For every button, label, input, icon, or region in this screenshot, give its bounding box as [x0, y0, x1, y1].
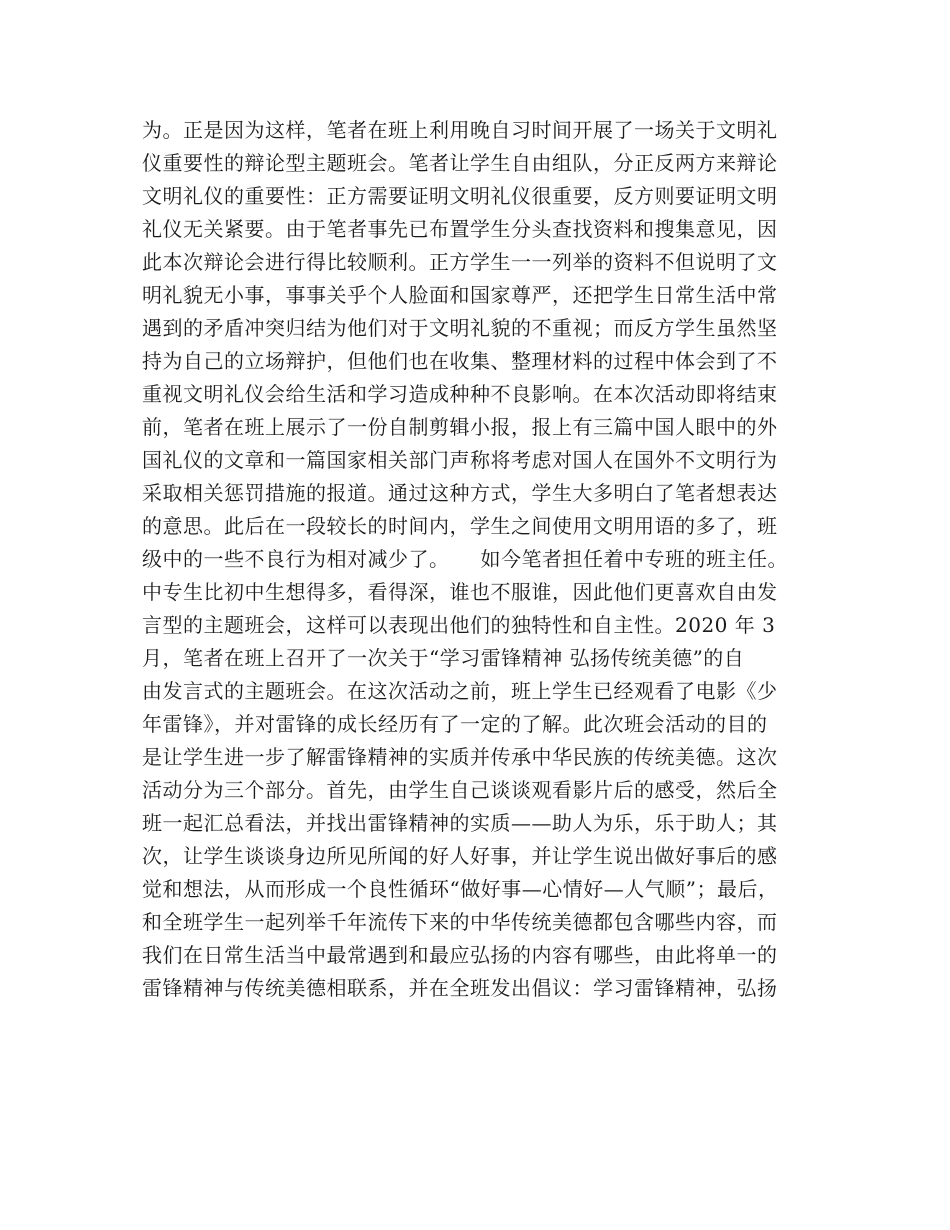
text-line-8: 持为自己的立场辩护，但他们也在收集、整理材料的过程中体会到了不 — [142, 349, 778, 373]
text-line-9: 重视文明礼仪会给生活和学习造成种种不良影响。在本次活动即将结束 — [142, 382, 778, 406]
text-line-2: 仪重要性的辩论型主题班会。笔者让学生自由组队，分正反两方来辩论 — [142, 151, 778, 175]
text-line-21: 活动分为三个部分。首先，由学生自己谈谈观看影片后的感受，然后全 — [142, 778, 778, 802]
text-line-12: 采取相关惩罚措施的报道。通过这种方式，学生大多明白了笔者想表达 — [142, 481, 778, 505]
text-line-18: 由发言式的主题班会。在这次活动之前，班上学生已经观看了电影《少 — [142, 679, 778, 703]
text-line-22: 班一起汇总看法，并找出雷锋精神的实质——助人为乐，乐于助人；其 — [142, 811, 778, 835]
body-text — [142, 114, 822, 1005]
text-line-14: 级中的一些不良行为相对减少了。 如今笔者担任着中专班的班主任。 — [142, 547, 788, 571]
text-line-17: 月，笔者在班上召开了一次关于“学习雷锋精神 弘扬传统美德”的自 — [142, 646, 745, 670]
text-line-5: 此本次辩论会进行得比较顺利。正方学生一一列举的资料不但说明了文 — [142, 250, 778, 274]
text-line-25: 和全班学生一起列举千年流传下来的中华传统美德都包含哪些内容，而 — [142, 910, 778, 934]
text-line-6: 明礼貌无小事，事事关乎个人脸面和国家尊严，还把学生日常生活中常 — [142, 283, 778, 307]
text-line-23: 次，让学生谈谈身边所见所闻的好人好事，并让学生说出做好事后的感 — [142, 844, 778, 868]
text-line-16: 言型的主题班会，这样可以表现出他们的独特性和自主性。2020 年 3 — [142, 613, 776, 637]
text-line-20: 是让学生进一步了解雷锋精神的实质并传承中华民族的传统美德。这次 — [142, 745, 778, 769]
text-line-3: 文明礼仪的重要性：正方需要证明文明礼仪很重要，反方则要证明文明 — [142, 184, 778, 208]
text-line-27: 雷锋精神与传统美德相联系，并在全班发出倡议：学习雷锋精神，弘扬 — [142, 976, 778, 1000]
text-line-1: 为。正是因为这样，笔者在班上利用晚自习时间开展了一场关于文明礼 — [142, 118, 778, 142]
text-line-11: 国礼仪的文章和一篇国家相关部门声称将考虑对国人在国外不文明行为 — [142, 448, 778, 472]
text-line-15: 中专生比初中生想得多，看得深，谁也不服谁，因此他们更喜欢自由发 — [142, 580, 778, 604]
text-line-19: 年雷锋》，并对雷锋的成长经历有了一定的了解。此次班会活动的目的 — [142, 712, 768, 736]
text-line-26: 我们在日常生活当中最常遇到和最应弘扬的内容有哪些，由此将单一的 — [142, 943, 778, 967]
text-line-7: 遇到的矛盾冲突归结为他们对于文明礼貌的不重视；而反方学生虽然坚 — [142, 316, 778, 340]
text-line-13: 的意思。此后在一段较长的时间内，学生之间使用文明用语的多了，班 — [142, 514, 778, 538]
text-line-10: 前，笔者在班上展示了一份自制剪辑小报，报上有三篇中国人眼中的外 — [142, 415, 778, 439]
text-line-24: 觉和想法，从而形成一个良性循环“做好事—心情好—人气顺”；最后， — [142, 877, 779, 901]
text-line-4: 礼仪无关紧要。由于笔者事先已布置学生分头查找资料和搜集意见，因 — [142, 217, 778, 241]
